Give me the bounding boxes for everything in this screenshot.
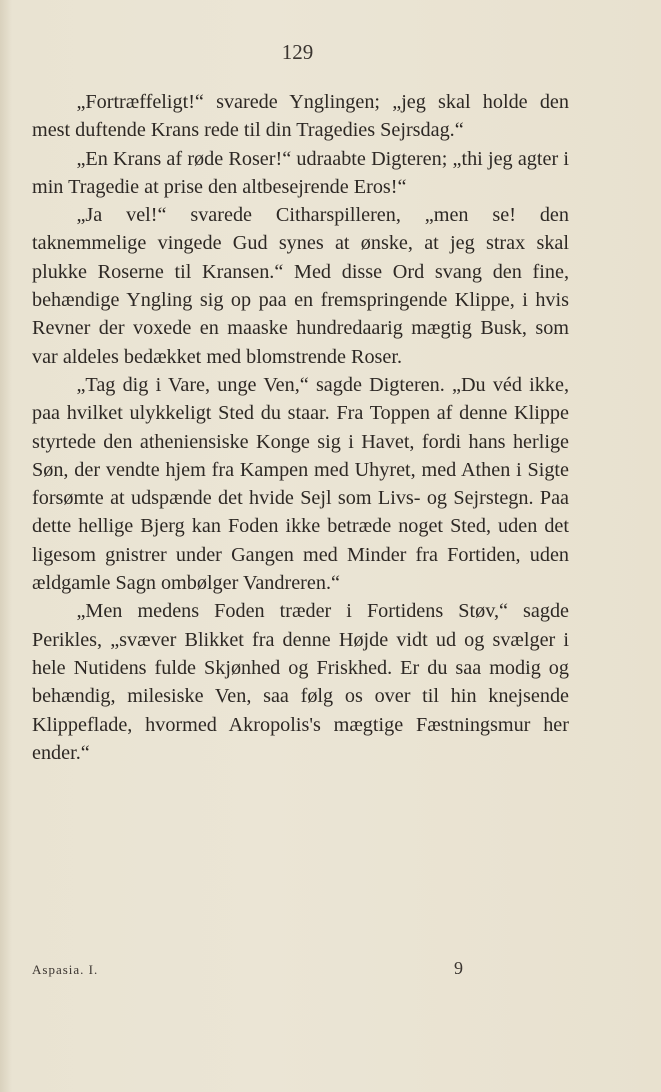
signature-mark: Aspasia. I.: [32, 962, 99, 977]
paragraph: „Tag dig i Vare, unge Ven,“ sagde Digteren. „Du véd ikke, paa hvilket ulykkeligt Sted du staar. Fra Toppen af denne Klippe styrtede den atheniensiske Konge sig i Havet, fordi hans herlige Søn, der vendte hjem fra Kampen med Uhyret, med Athen i Sigte forsømte at udspænde det hvide Sejl som Livs- og Sejrstegn. Paa dette hellige Bjerg kan Foden ikke betræde noget Sted, uden det ligesom gnistrer under Gangen med Minder fra Fortiden, uden ældgamle Sagn ombølger Vandreren.“: [32, 373, 569, 595]
signature-number: 9: [454, 958, 463, 978]
paragraph: „Men medens Foden træder i Fortidens Støv,“ sagde Perikles, „svæver Blikket fra denne Højde vidt ud og svælger i hele Nutidens fulde Skjønhed og Friskhed. Er du saa modig og behændig, milesiske Ven, saa følg os over til hin knejsende Klippeflade, hvormed Akropolis's mægtige Fæstningsmur her ender.“: [32, 600, 569, 764]
page-number: 129: [281, 40, 314, 64]
body-text: [32, 88, 569, 767]
paragraph: „Ja vel!“ svarede Citharspilleren, „men se! den taknemmelige vingede Gud synes at ønske, at jeg strax skal plukke Roserne til Kransen.“ Med disse Ord svang den fine, behændige Yngling sig op paa en fremspringende Klippe, i hvis Revner der voxede en maaske hundredaarig mægtig Busk, som var aldeles bedækket med blomstrende Roser.: [32, 204, 569, 368]
paragraph: „En Krans af røde Roser!“ udraabte Digteren; „thi jeg agter i min Tragedie at prise den altbesejrende Eros!“: [32, 147, 569, 198]
paragraph: „Fortræffeligt!“ svarede Ynglingen; „jeg skal holde den mest duftende Krans rede til din Tragedies Sejrsdag.“: [32, 91, 569, 142]
